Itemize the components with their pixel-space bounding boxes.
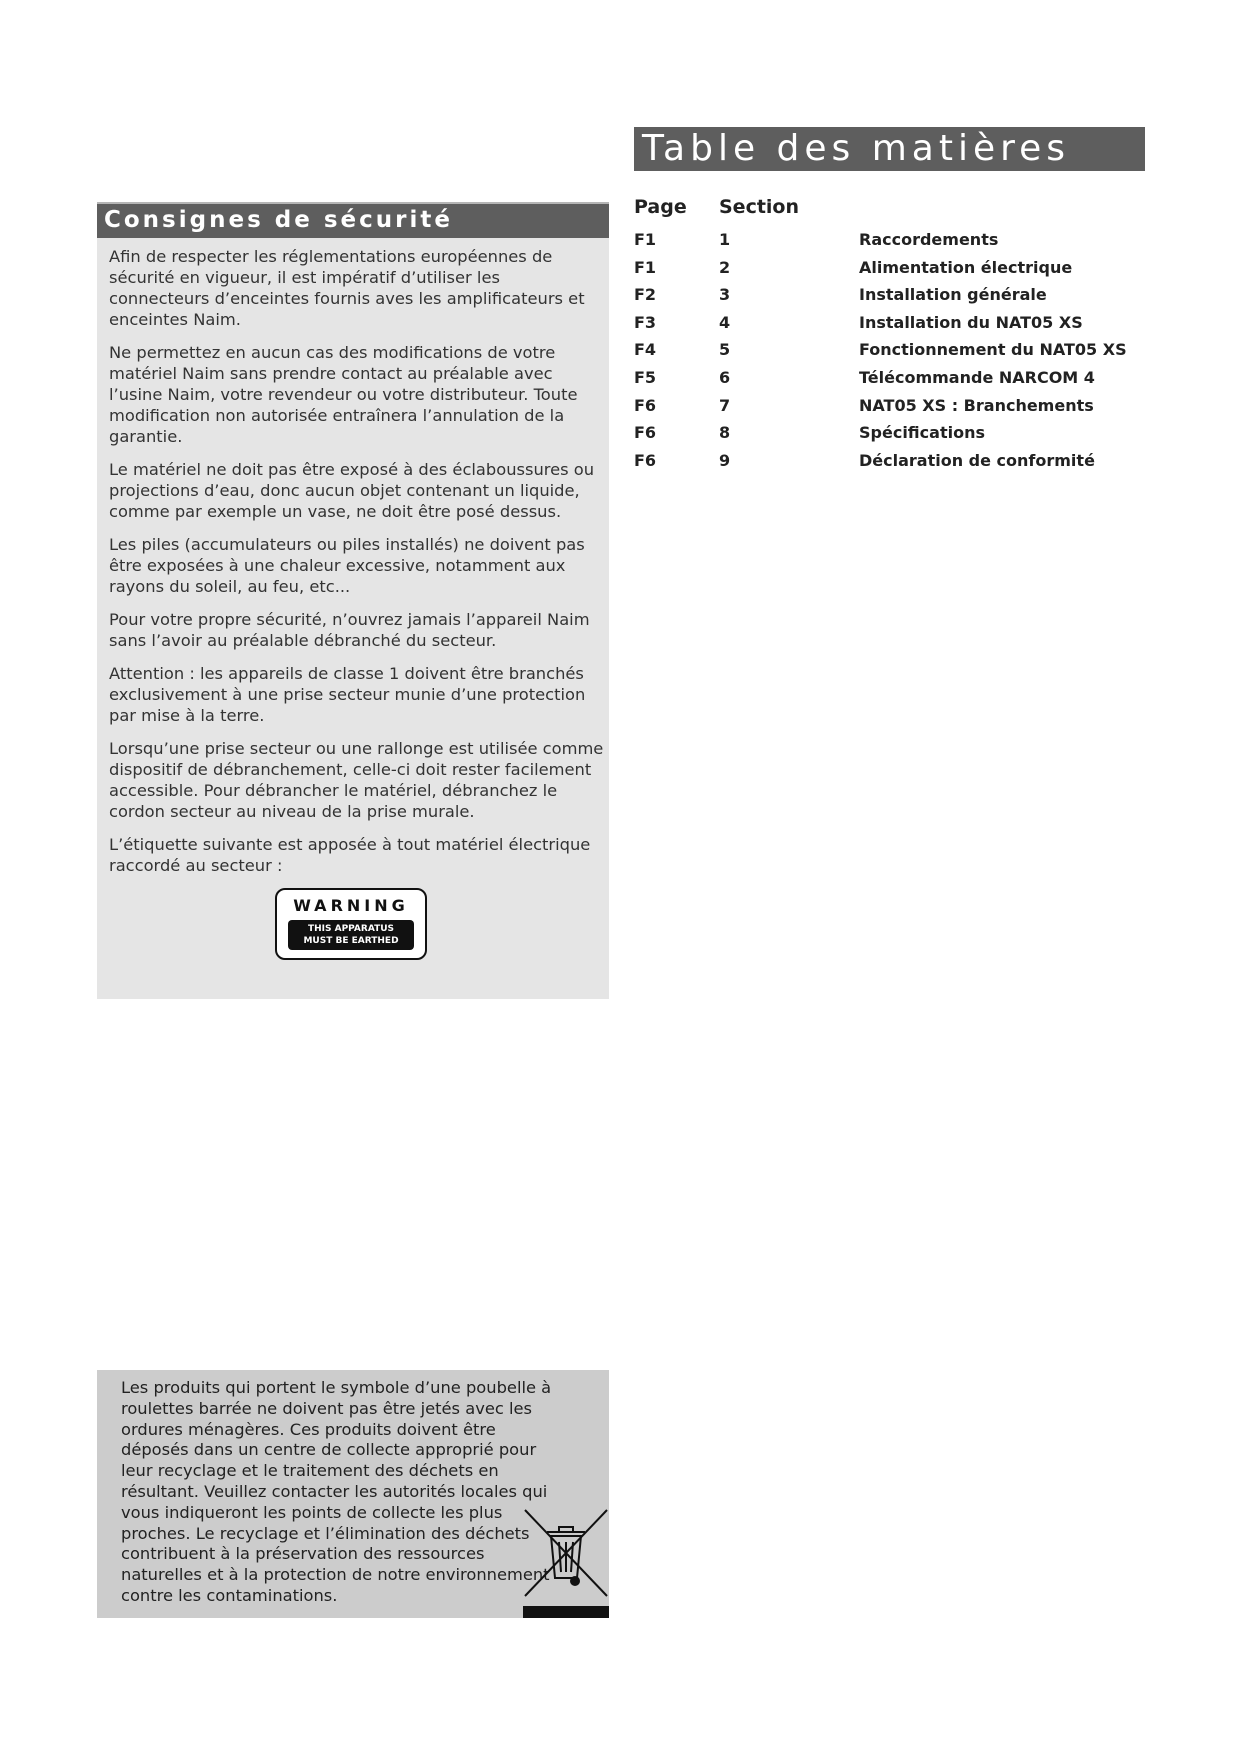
safety-paragraph: Ne permettez en aucun cas des modifications de votre matériel Naim sans prendre contact au préalable avec l’usine Naim, votre revendeur ou votre distributeur. Toute modification non autorisée entraînera l’annulation de la garantie. [109,343,578,446]
safety-paragraph: Les piles (accumulateurs ou piles installés) ne doivent pas être exposées à une chaleur excessive, notamment aux rayons du soleil, au feu, etc... [109,535,585,596]
crossed-out-wheelie-bin-icon [523,1508,609,1618]
toc-page: F2 [634,285,657,305]
toc-section-number: 8 [719,423,731,443]
safety-paragraph: Afin de respecter les réglementations européennes de sécurité en vigueur, il est impératif d’utiliser les connecteurs d’enceintes fournis aves les amplificateurs et enceintes Naim. [109,247,585,329]
safety-paragraph: Attention : les appareils de classe 1 doivent être branchés exclusivement à une prise secteur munie d’une protection par mise à la terre. [109,664,586,725]
toc-section-number: 2 [719,257,731,277]
toc-section-title: Déclaration de conformité [859,450,1095,470]
toc-page: F6 [634,395,657,415]
toc-section-title: Télécommande NARCOM 4 [859,368,1095,387]
earth-warning-label [275,888,427,960]
toc-row[interactable] [634,340,1154,367]
safety-body [109,246,605,888]
toc-row[interactable] [634,313,1154,340]
toc-section-title: Spécifications [859,423,985,443]
toc-section-title: Raccordements [859,230,999,249]
toc-section-title: Installation du NAT05 XS [859,312,1083,332]
toc-header-page: Page [634,196,687,218]
safety-box [97,202,609,999]
toc-row[interactable] [634,451,1154,478]
toc-section-number: 7 [719,395,731,415]
toc-section-number: 9 [719,450,731,470]
toc-section-title: NAT05 XS : Branchements [859,395,1094,415]
toc-title: Table des matières [634,127,1145,171]
toc-row[interactable] [634,285,1154,312]
weee-notice-text: Les produits qui portent le symbole d’une poubelle à roulettes barrée ne doivent pas être jetés avec les ordures ménagères. Ces produits doivent être déposés dans un centre de collecte approprié pour leur recyclage et le traitement des déchets en résultant. Veuillez contacter les autorités locales qui vous indiqueront les points de collecte les plus proches. Le recyclage et l’élimination des déchets contribuent à la préservation des ressources naturelles et à la protection de notre environnement contre les contaminations. [121,1378,552,1605]
toc-page: F3 [634,312,657,332]
toc-section-number: 5 [719,340,731,360]
toc-section-number: 6 [719,368,731,387]
toc-page: F1 [634,257,657,277]
toc-page: F6 [634,423,657,443]
toc-section-number: 3 [719,285,731,305]
warning-label-text [288,920,414,950]
toc-header-section: Section [719,196,800,218]
safety-paragraph: L’étiquette suivante est apposée à tout matériel électrique raccordé au secteur : [109,835,591,875]
toc-page: F1 [634,230,657,249]
toc-section-number: 1 [719,230,731,249]
toc-row[interactable] [634,368,1154,395]
toc-row[interactable] [634,396,1154,423]
toc-page: F6 [634,450,657,470]
warning-label-line: MUST BE EARTHED [303,936,399,946]
safety-title: Consignes de sécurité [97,202,609,238]
toc-page: F5 [634,368,657,387]
weee-notice-box [97,1370,609,1618]
safety-paragraph: Le matériel ne doit pas être exposé à des éclaboussures ou projections d’eau, donc aucun objet contenant un liquide, comme par exemple un vase, ne doit être posé dessus. [109,460,595,521]
toc-row[interactable] [634,423,1154,450]
toc-row[interactable] [634,230,1154,257]
warning-label-title: WARNING [293,896,409,915]
toc-section-title: Installation générale [859,285,1047,305]
toc-section-title: Alimentation électrique [859,257,1073,277]
toc-section-number: 4 [719,312,731,332]
toc-row[interactable] [634,258,1154,285]
safety-paragraph: Lorsqu’une prise secteur ou une rallonge est utilisée comme dispositif de débranchement, celle-ci doit rester facilement accessible. Pour débrancher le matériel, débranchez le cordon secteur au niveau de la prise murale. [109,739,604,821]
toc-page: F4 [634,340,657,360]
safety-paragraph: Pour votre propre sécurité, n’ouvrez jamais l’appareil Naim sans l’avoir au préalable débranché du secteur. [109,610,590,650]
warning-label-line: THIS APPARATUS [307,924,395,934]
toc-section-title: Fonctionnement du NAT05 XS [859,340,1127,360]
